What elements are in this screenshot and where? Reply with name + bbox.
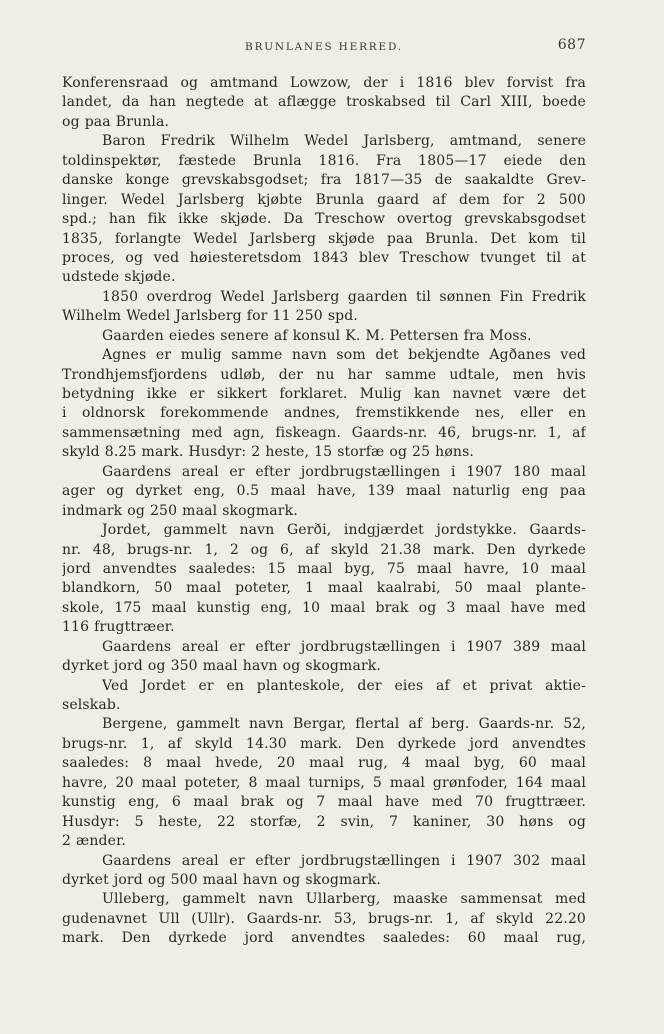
- text-line: nr. 48, brugs-nr. 1, 2 og 6, af skyld 21.38 mark. Den dyrkede: [62, 541, 586, 558]
- text-line: saaledes: 8 maal hvede, 20 maal rug, 4 maal byg, 60 maal: [62, 755, 586, 772]
- text-line: skole, 175 maal kunstig eng, 10 maal brak og 3 maal have med: [62, 599, 586, 616]
- text-line: Gaardens areal er efter jordbrugstællingen i 1907 180 maal: [102, 463, 586, 480]
- text-line: 1850 overdrog Wedel Jarlsberg gaarden til sønnen Fin Fredrik: [102, 288, 586, 305]
- text-line: spd.; han fik ikke skjøde. Da Treschow overtog grevskabsgodset: [62, 211, 586, 228]
- text-line: havre, 20 maal poteter, 8 maal turnips, 5 maal grønfoder, 164 maal: [62, 774, 586, 791]
- running-title: BRUNLANES HERRED.: [245, 41, 403, 53]
- text-line: selskab.: [62, 697, 121, 713]
- text-line: proces, og ved høiesteretsdom 1843 blev Treschow tvunget til at: [62, 249, 586, 266]
- text-line: og paa Brunla.: [62, 113, 170, 130]
- text-line: blandkorn, 50 maal poteter, 1 maal kaalrabi, 50 maal plante-: [62, 580, 586, 597]
- text-line: dyrket jord og 500 maal havn og skogmark.: [62, 871, 382, 888]
- page-number: 687: [557, 37, 586, 53]
- text-line: Bergene, gammelt navn Bergar, flertal af berg. Gaards-nr. 52,: [102, 716, 586, 733]
- text-line: 116 frugttræer.: [62, 619, 175, 636]
- text-line: sammensætning med agn, fiskeagn. Gaards-nr. 46, brugs-nr. 1, af: [62, 424, 586, 441]
- text-line: Gaardens areal er efter jordbrugstællingen i 1907 302 maal: [102, 852, 586, 869]
- text-line: ager og dyrket eng, 0.5 maal have, 139 maal naturlig eng paa: [62, 483, 586, 500]
- text-line: Agnes er mulig samme navn som det bekjendte Agðanes ved: [102, 347, 586, 364]
- text-line: indmark og 250 maal skogmark.: [62, 502, 298, 519]
- text-line: toldinspektør, fæstede Brunla 1816. Fra 1805—17 eiede den: [62, 152, 586, 169]
- text-line: Gaarden eiedes senere af konsul K. M. Pettersen fra Moss.: [102, 327, 532, 344]
- text-line: danske konge grevskabsgodset; fra 1817—35 de saakaldte Grev-: [62, 172, 586, 189]
- text-line: udstede skjøde.: [62, 269, 176, 286]
- text-line: kunstig eng, 6 maal brak og 7 maal have med 70 frugttræer.: [62, 794, 586, 811]
- text-line: Ved Jordet er en planteskole, der eies af et privat aktie-: [102, 677, 586, 694]
- text-line: 1835, forlangte Wedel Jarlsberg skjøde paa Brunla. Det kom til: [62, 230, 586, 247]
- body-text: [62, 74, 586, 949]
- text-line: linger. Wedel Jarlsberg kjøbte Brunla gaard af dem for 2 500: [62, 191, 586, 208]
- text-line: Konferensraad og amtmand Lowzow, der i 1816 blev forvist fra: [62, 75, 586, 91]
- text-line: Husdyr: 5 heste, 22 storfæ, 2 svin, 7 kaniner, 30 høns og: [62, 813, 586, 830]
- text-line: Baron Fredrik Wilhelm Wedel Jarlsberg, amtmand, senere: [102, 133, 586, 150]
- running-head: [62, 37, 586, 57]
- text-line: mark. Den dyrkede jord anvendtes saaledes: 60 maal rug,: [62, 930, 586, 947]
- text-line: Ulleberg, gammelt navn Ullarberg, maaske sammensat med: [102, 891, 586, 908]
- text-line: Trondhjemsfjordens udløb, der nu har samme udtale, men hvis: [62, 366, 586, 383]
- text-line: brugs-nr. 1, af skyld 14.30 mark. Den dyrkede jord anvendtes: [62, 735, 586, 752]
- text-line: skyld 8.25 mark. Husdyr: 2 heste, 15 storfæ og 25 høns.: [62, 444, 475, 461]
- text-line: 2 ænder.: [62, 833, 126, 850]
- text-line: Gaardens areal er efter jordbrugstællingen i 1907 389 maal: [102, 638, 586, 655]
- text-line: gudenavnet Ull (Ullr). Gaards-nr. 53, brugs-nr. 1, af skyld 22.20: [62, 910, 586, 927]
- text-line: i oldnorsk forekommende andnes, fremstikkende nes, eller en: [62, 405, 586, 422]
- text-line: dyrket jord og 350 maal havn og skogmark.: [62, 658, 382, 675]
- text-line: Wilhelm Wedel Jarlsberg for 11 250 spd.: [62, 308, 358, 325]
- text-line: jord anvendtes saaledes: 15 maal byg, 75 maal havre, 10 maal: [62, 560, 586, 577]
- text-line: landet, da han negtede at aflægge troskabsed til Carl XIII, boede: [62, 94, 586, 111]
- text-line: betydning ikke er sikkert forklaret. Mulig kan navnet være det: [62, 386, 586, 402]
- text-line: Jordet, gammelt navn Gerði, indgjærdet jordstykke. Gaards-: [102, 522, 586, 539]
